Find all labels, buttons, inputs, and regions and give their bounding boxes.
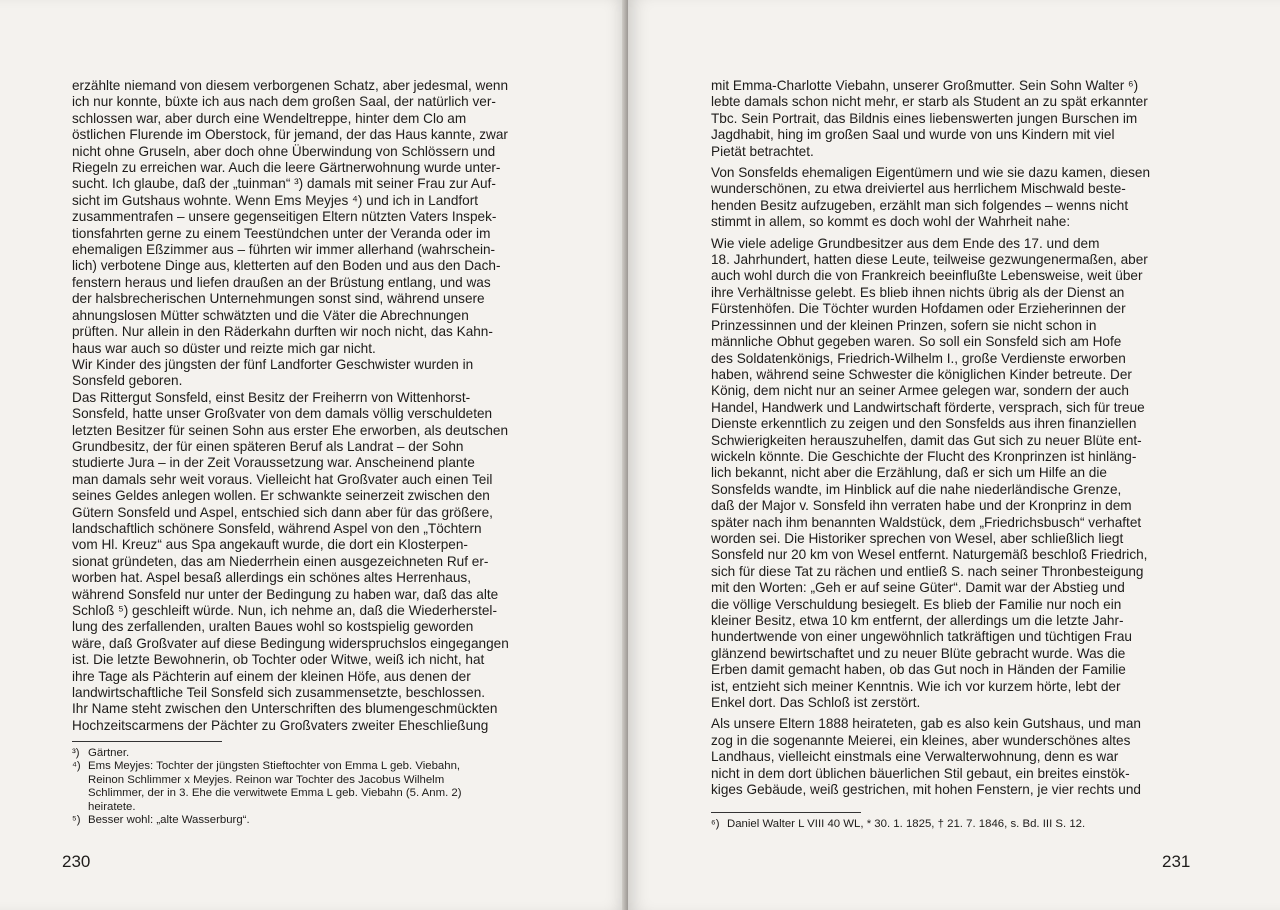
footnote-mark: ⁴) xyxy=(72,760,81,773)
footnote xyxy=(72,747,549,760)
footnote-mark: ³) xyxy=(72,747,80,759)
paragraph: Von Sonsfelds ehemaligen Eigentümern und wie sie dazu kamen, diesen wunderschönen, zu etwa dreiviertel aus herrlichem Mischwald beste- henden Besitz aufzugeben, erzählt man sich folgendes – wenns nicht stimmt in allem, so kommt es doch wohl der Wahrheit nahe: xyxy=(711,165,1151,230)
paragraph: mit Emma-Charlotte Viebahn, unserer Großmutter. Sein Sohn Walter ⁶) lebte damals schon nicht mehr, er starb als Student an zu spät erkannter Tbc. Sein Portrait, das Bildnis eines liebenswerten jungen Burschen im Jagdhabit, hing im großen Saal und wurde von uns Kindern mit viel Pietät betrachtet. xyxy=(711,78,1148,159)
paragraph: Wie viele adelige Grundbesitzer aus dem Ende des 17. und dem 18. Jahrhundert, hatten diese Leute, teilweise gezwungenermaßen, aber auch wohl durch die von Frankreich beeinflußte Lebensweise, weit über ihre Verhältnisse gelebt. Es blieb ihnen nichts übrig als der Dienst an Fürstenhöfen. Die Töchter wurden Hofdamen oder Erzieherinnen der Prinzessinnen und der kleinen Prinzen, sofern sie nicht schon in männliche Obhut gegeben waren. So soll ein Sonsfeld sich am Hofe des Soldatenkönigs, Friedrich-Wilhelm I., große Verdienste erworben haben, während seine Schwester die königlichen Kinder betreute. Der König, dem nicht nur an seiner Armee gelegen war, sondern der auch Handel, Handwerk und Landwirtschaft förderte, versprach, sich für treue Dienste erkenntlich zu zeigen und den Sonsfelds aus ihren finanziellen Schwierigkeiten herauszuhelfen, damit das Gut sich zu neuer Blüte ent- wickeln könnte. Die Geschichte der Flucht des Kronprinzen ist hinläng- lich bekannt, nicht aber die Erzählung, daß er sich um Hilfe an die Sonsfelds wandte, im Hinblick auf die nahe niederländische Grenze, daß der Major v. Sonsfeld ihn verraten habe und der Kronprinz in dem später nach ihm benannten Waldstück, dem „Friedrichsbusch“ verhaftet worden sei. Die Historiker sprechen von Wesel, aber schließlich liegt Sonsfeld nur 20 km von Wesel entfernt. Naturgemäß beschloß Friedrich, sich für diese Tat zu rächen und entließ S. nach seiner Thronbesteigung mit den Worten: „Geh er auf seine Güter“. Damit war der Abstieg und die völlige Verschuldung besiegelt. Es blieb der Familie nur noch ein kleiner Besitz, etwa 10 km entfernt, der allerdings um die letzte Jahr- hundertwende von einer ungewöhnlich tatkräftigen und tüchtigen Frau glänzend bewirtschaftet und zu neuer Blüte gebracht wurde. Was die Erben damit gemacht haben, ob das Gut noch in Händen der Familie ist, entzieht sich meiner Kenntnis. Wie ich vor kurzem hörte, lebt der Enkel dort. Das Schloß ist zerstört. xyxy=(711,235,1148,711)
right-footnotes xyxy=(711,818,1188,831)
paragraph: Als unsere Eltern 1888 heirateten, gab es also kein Gutshaus, und man zog in die sogenannte Meierei, ein kleines, aber wunderschönes altes Landhaus, vielleicht einstmals eine Verwalterwohnung, denn es war nicht in dem dort üblichen bäuerlichen Stil gebaut, ein breites einstök- kiges Gebäude, weiß gestrichen, mit hohen Fenstern, je vier rechts und xyxy=(711,716,1141,798)
footnote-text: Daniel Walter L VIII 40 WL, * 30. 1. 1825, † 21. 7. 1846, s. Bd. III S. 12. xyxy=(727,818,1086,830)
footnote-text: Ems Meyjes: Tochter der jüngsten Stieftochter von Emma L geb. Viebahn, Reinon Schlimmer x Meyjes. Reinon war Tochter des Jacobus Wilhelm Schlimmer, der in 3. Ehe die verwitwete Emma L geb. Viebahn (5. Anm. 2) heiratete. xyxy=(88,760,462,813)
footnote xyxy=(72,814,549,827)
footnote xyxy=(711,818,1188,831)
paragraph: Das Rittergut Sonsfeld, einst Besitz der Freiherrn von Wittenhorst- Sonsfeld, hatte unser Großvater von dem damals völlig verschuldeten letzten Besitzer für seinen Sohn aus erster Ehe erworben, als deutschen Grundbesitz, der für einen späteren Beruf als Landrat – der Sohn studierte Jura – in der Zeit Voraussetzung war. Anscheinend plante man damals sehr weit voraus. Vielleicht hat Großvater auch einen Teil seines Geldes anlegen wollen. Er schwankte seinerzeit zwischen den Gütern Sonsfeld und Aspel, entschied sich dann aber für das größere, landschaftlich schönere Sonsfeld, während Aspel von den „Töchtern vom Hl. Kreuz“ aus Spa angekauft wurde, die dort ein Klosterpen- sionat gründeten, das am Niederrhein einen ausgezeichneten Ruf er- worben hat. Aspel besaß allerdings ein schönes altes Herrenhaus, während Sonsfeld nur unter der Bedingung zu haben war, daß das alte Schloß ⁵) geschleift würde. Nun, ich nehme an, daß die Wiederherstel- lung des zerfallenden, uralten Baues wohl so kostspielig geworden wäre, daß Großvater auf diese Bedingung widerspruchslos eingegangen ist. Die letzte Bewohnerin, ob Tochter oder Witwe, weiß ich nicht, hat ihre Tage als Pächterin auf einem der kleinen Höfe, aus denen der landwirtschaftliche Teil Sonsfeld sich zusammensetzte, beschlossen. Ihr Name steht zwischen den Unterschriften des blumengeschmückten Hochzeitscarmens der Pächter zu Großvaters zweiter Eheschließung xyxy=(72,389,509,733)
left-footnotes xyxy=(72,747,549,827)
paragraph: erzählte niemand von diesem verborgenen Schatz, aber jedesmal, wenn ich nur konnte, büxte ich aus nach dem großen Saal, der natürlich ver- schlossen war, aber durch eine Wendeltreppe, hinter dem Clo am östlichen Flurende im Oberstock, für jemand, der das Haus kannte, zwar nicht ohne Gruseln, aber doch ohne Überwindung von Schlössern und Riegeln zu erreichen war. Auch die leere Gärtnerwohnung wurde unter- sucht. Ich glaube, daß der „tuinman“ ³) damals mit seiner Frau zur Auf- sicht im Gutshaus wohnte. Wenn Ems Meyjes ⁴) und ich in Landfort zusammentrafen – unsere gegenseitigen Eltern nützten Vaters Inspek- tionsfahrten gerne zu einem Teestündchen unter der Veranda oder im ehemaligen Eßzimmer aus – führten wir immer allerhand (wahrschein- lich) verbotene Dinge aus, kletterten auf den Boden und aus den Dach- fenstern heraus und liefen draußen an der Brüstung entlang, und was der halsbrecherischen Unternehmungen sonst sind, während unsere ahnungslosen Mütter schwätzten und die Väter die Abrechnungen prüften. Nur allein in den Räderkahn durften wir noch nicht, das Kahn- haus war auch so düster und reizte mich gar nicht. xyxy=(72,78,509,356)
page-number: 231 xyxy=(1162,852,1191,871)
footnote-divider xyxy=(72,741,222,742)
footnote xyxy=(72,760,549,814)
footnote-text: Gärtner. xyxy=(88,747,130,759)
footnote-mark: ⁵) xyxy=(72,814,81,827)
footnote-mark: ⁶) xyxy=(711,818,720,830)
left-page xyxy=(0,0,628,910)
left-page-body xyxy=(72,78,549,734)
page-number: 230 xyxy=(62,852,91,871)
footnote-text: Besser wohl: „alte Wasserburg“. xyxy=(88,814,250,827)
right-page xyxy=(628,0,1280,910)
footnote-divider xyxy=(711,812,861,813)
right-page-body xyxy=(711,78,1188,798)
paragraph: Wir Kinder des jüngsten der fünf Landforter Geschwister wurden in Sonsfeld geboren. xyxy=(72,356,474,389)
